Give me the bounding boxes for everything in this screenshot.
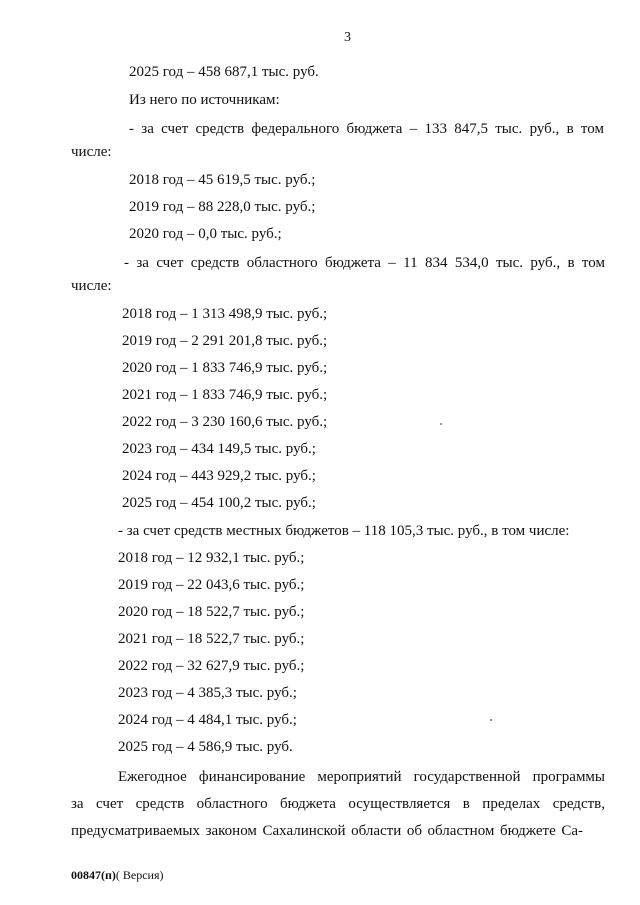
year-line: 2021 год – 1 833 746,9 тыс. руб.; bbox=[122, 387, 328, 403]
federal-budget-line: - за счет средств федерального бюджета – 133 847,5 тыс. руб., в том bbox=[129, 121, 604, 137]
year-line: 2018 год – 45 619,5 тыс. руб.; bbox=[129, 172, 316, 188]
year-line: 2020 год – 1 833 746,9 тыс. руб.; bbox=[122, 360, 328, 376]
closing-paragraph-line: предусматриваемых законом Сахалинской области об областном бюджете Са- bbox=[71, 823, 583, 839]
scan-speck bbox=[440, 423, 442, 425]
closing-paragraph-line: за счет средств областного бюджета осуществляется в пределах средств, bbox=[71, 796, 605, 812]
year-line: 2020 год – 0,0 тыс. руб.; bbox=[129, 226, 282, 242]
year-line: 2022 год – 3 230 160,6 тыс. руб.; bbox=[122, 414, 328, 430]
regional-budget-continuation: числе: bbox=[71, 278, 112, 294]
year-line: 2018 год – 12 932,1 тыс. руб.; bbox=[118, 550, 305, 566]
footer-version: ( Версия) bbox=[115, 868, 164, 882]
scan-speck bbox=[490, 719, 492, 721]
year-line: 2019 год – 88 228,0 тыс. руб.; bbox=[129, 199, 316, 215]
year-line: 2018 год – 1 313 498,9 тыс. руб.; bbox=[122, 306, 328, 322]
year-line: 2025 год – 458 687,1 тыс. руб. bbox=[129, 64, 319, 80]
year-line: 2025 год – 454 100,2 тыс. руб.; bbox=[122, 495, 316, 511]
federal-budget-continuation: числе: bbox=[71, 144, 112, 160]
year-line: 2020 год – 18 522,7 тыс. руб.; bbox=[118, 604, 305, 620]
footer-code: 00847(п) bbox=[71, 868, 116, 882]
year-line: 2019 год – 22 043,6 тыс. руб.; bbox=[118, 577, 305, 593]
regional-budget-line: - за счет средств областного бюджета – 11 834 534,0 тыс. руб., в том bbox=[124, 255, 605, 271]
year-line: 2024 год – 4 484,1 тыс. руб.; bbox=[118, 712, 297, 728]
year-line: 2023 год – 4 385,3 тыс. руб.; bbox=[118, 685, 297, 701]
local-budget-line: - за счет средств местных бюджетов – 118 105,3 тыс. руб., в том числе: bbox=[118, 523, 570, 539]
year-line: 2024 год – 443 929,2 тыс. руб.; bbox=[122, 468, 316, 484]
closing-paragraph-line: Ежегодное финансирование мероприятий государственной программы bbox=[118, 769, 605, 785]
year-line: 2023 год – 434 149,5 тыс. руб.; bbox=[122, 441, 316, 457]
year-line: 2025 год – 4 586,9 тыс. руб. bbox=[118, 739, 293, 755]
year-line: 2019 год – 2 291 201,8 тыс. руб.; bbox=[122, 333, 328, 349]
year-line: 2021 год – 18 522,7 тыс. руб.; bbox=[118, 631, 305, 647]
page-number: 3 bbox=[344, 30, 351, 45]
document-footer bbox=[71, 868, 164, 883]
sources-heading: Из него по источникам: bbox=[129, 92, 280, 108]
year-line: 2022 год – 32 627,9 тыс. руб.; bbox=[118, 658, 305, 674]
